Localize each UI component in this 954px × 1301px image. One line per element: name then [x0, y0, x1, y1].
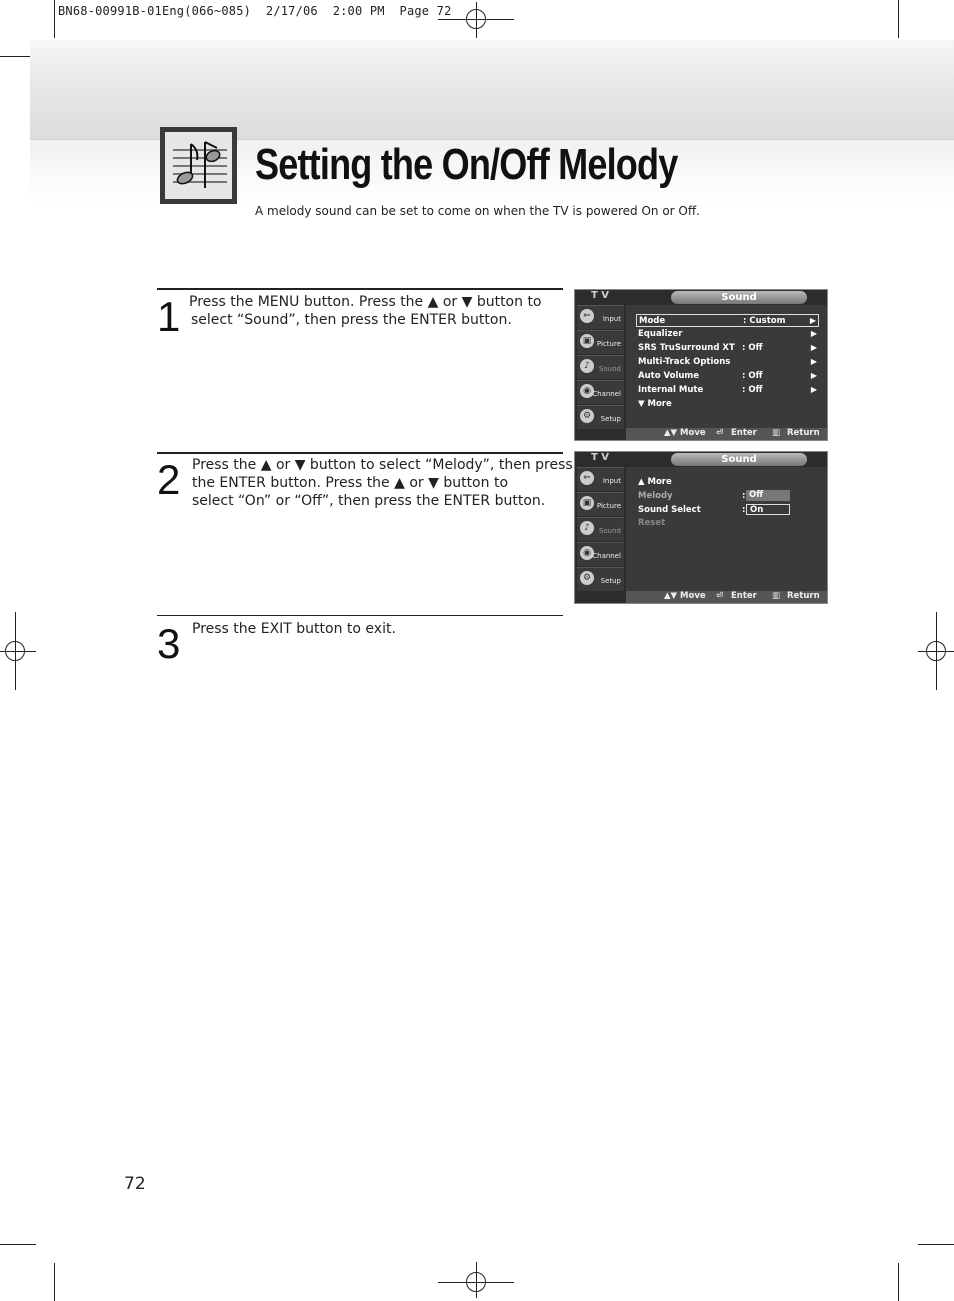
enter-icon: ⏎: [716, 428, 724, 438]
channel-icon: ◉: [580, 546, 594, 560]
crop-mark: [0, 1244, 36, 1245]
osd-option-off: Off: [746, 490, 790, 501]
osd-sidebar-item-sound: ♪ Sound: [577, 355, 624, 379]
crop-mark: [898, 1263, 899, 1301]
osd-sidebar-item-picture: ▣ Picture: [577, 330, 624, 354]
step-text-line: select “Sound”, then press the ENTER button.: [191, 312, 512, 328]
osd-option-on: On: [746, 504, 790, 515]
osd-menu-panel: [626, 467, 827, 592]
osd-tv-label: T V: [591, 290, 610, 301]
osd-row-srs: SRS TruSurround XT : Off ▶: [638, 343, 817, 353]
osd-title-bar: [575, 452, 827, 466]
input-icon: ⇐: [580, 309, 594, 323]
osd-menu-title: Sound: [671, 453, 807, 466]
osd-row-reset: Reset: [638, 518, 666, 528]
crop-mark: [898, 0, 899, 38]
osd-sidebar-item-input: ⇐ Input: [577, 467, 624, 491]
registration-line: [476, 2, 477, 38]
registration-line: [0, 651, 36, 652]
return-icon: ▥: [772, 591, 781, 601]
osd-row-internal-mute: Internal Mute : Off ▶: [638, 385, 817, 395]
osd-footer-return: Return: [787, 428, 820, 438]
osd-sidebar-item-channel: ◉ Channel: [577, 542, 624, 566]
osd-row-more: ▲ More: [638, 477, 672, 487]
input-icon: ⇐: [580, 471, 594, 485]
osd-sidebar-item-setup: ⚙ Setup: [577, 567, 624, 591]
step-number: 3: [157, 620, 181, 667]
step-divider: [157, 288, 563, 290]
osd-footer-enter: Enter: [731, 591, 757, 601]
registration-line: [15, 612, 16, 690]
osd-sidebar: [575, 305, 625, 430]
print-slug: BN68-00991B-01Eng(066~085) 2/17/06 2:00 PM Page 72: [58, 4, 452, 18]
step-text-line: Press the MENU button. Press the ▲ or ▼ button to: [189, 294, 542, 310]
osd-sidebar-item-channel: ◉ Channel: [577, 380, 624, 404]
step-text-line: Press the EXIT button to exit.: [192, 621, 396, 637]
osd-footer: [626, 591, 827, 603]
tv-osd-melody-menu: [574, 451, 828, 604]
osd-footer-return: Return: [787, 591, 820, 601]
osd-sidebar-item-input: ⇐ Input: [577, 305, 624, 329]
osd-menu-panel: [626, 305, 827, 430]
osd-row-multitrack: Multi-Track Options ▶: [638, 357, 817, 367]
crop-mark: [918, 1244, 954, 1245]
registration-line: [476, 1262, 477, 1298]
osd-row-auto-volume: Auto Volume : Off ▶: [638, 371, 817, 381]
picture-icon: ▣: [580, 334, 594, 348]
step-divider: [157, 615, 563, 616]
step-3-text: [192, 620, 396, 638]
crop-mark: [54, 0, 55, 38]
osd-sidebar-item-picture: ▣ Picture: [577, 492, 624, 516]
step-number: 1: [157, 293, 181, 340]
picture-icon: ▣: [580, 496, 594, 510]
page-title: Setting the On/Off Melody: [255, 140, 678, 189]
enter-icon: ⏎: [716, 591, 724, 601]
step-text-line: Press the ▲ or ▼ button to select “Melody”, then press: [192, 457, 573, 473]
channel-icon: ◉: [580, 384, 594, 398]
page-subtitle: A melody sound can be set to come on when the TV is powered On or Off.: [255, 204, 700, 218]
osd-footer-move: ▲▼ Move: [664, 591, 706, 601]
osd-sidebar-item-sound: ♪ Sound: [577, 517, 624, 541]
step-number: 2: [157, 456, 181, 503]
osd-tv-label: T V: [591, 452, 610, 463]
sound-icon: ♪: [580, 359, 594, 373]
osd-row-equalizer: Equalizer ▶: [638, 329, 817, 339]
osd-title-bar: [575, 290, 827, 304]
sound-icon: ♪: [580, 521, 594, 535]
setup-gear-icon: ⚙: [580, 571, 594, 585]
osd-sidebar-item-setup: ⚙ Setup: [577, 405, 624, 429]
osd-sidebar: [575, 467, 625, 592]
header-band: [30, 40, 954, 140]
osd-row-more: ▼ More: [638, 399, 672, 409]
registration-line: [936, 612, 937, 690]
step-2-text: [192, 456, 573, 510]
osd-footer-move: ▲▼ Move: [664, 428, 706, 438]
osd-row-sound-select: Sound Select :: [638, 505, 746, 515]
step-divider: [157, 452, 563, 454]
setup-gear-icon: ⚙: [580, 409, 594, 423]
osd-footer-enter: Enter: [731, 428, 757, 438]
tv-osd-sound-menu: [574, 289, 828, 441]
osd-row-melody: Melody :: [638, 491, 746, 501]
step-1-text: [189, 293, 542, 329]
osd-footer: [626, 428, 827, 440]
return-icon: ▥: [772, 428, 781, 438]
step-text-line: select “On” or “Off”, then press the ENTER button.: [192, 493, 546, 509]
music-notes-icon: [160, 127, 237, 204]
page-number: 72: [124, 1174, 146, 1194]
crop-mark: [54, 1263, 55, 1301]
osd-menu-title: Sound: [671, 291, 807, 304]
step-text-line: the ENTER button. Press the ▲ or ▼ button to: [192, 475, 509, 491]
osd-row-mode: Mode : Custom ▶: [636, 314, 819, 327]
